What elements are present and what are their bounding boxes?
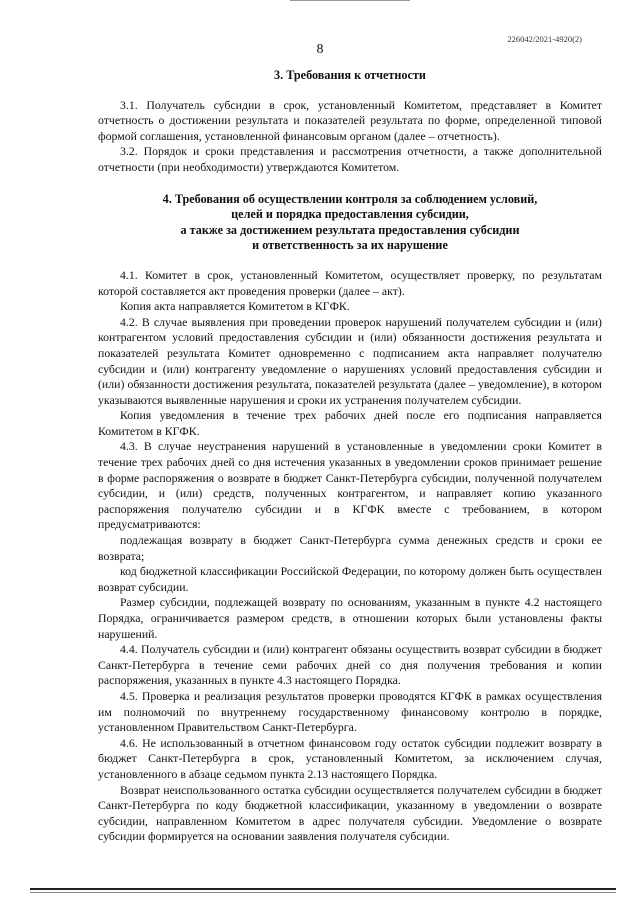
bottom-scan-edge <box>30 888 616 890</box>
paragraph-remaining-return: Возврат неиспользованного остатка субсидии осуществляется получателем субсидии в бюджет Санкт-Петербурга по коду бюджетной классификации, указанному в уведомлении о возврате субсидии, направленном Комитетом в адрес получателя субсидии. Уведомление о возврате субсидии формируется на основании заявления получателя субсидии. <box>98 782 602 844</box>
page-number: 8 <box>316 42 324 57</box>
paragraph-3-2: 3.2. Порядок и сроки представления и рассмотрения отчетности, а также дополнительной отчетности (при необходимости) утверждаются Комитетом. <box>98 144 602 174</box>
section-4-title-line: и ответственность за их нарушение <box>252 238 448 253</box>
paragraph-4-4: 4.4. Получатель субсидии и (или) контрагент обязаны осуществить возврат субсидии в бюджет Санкт-Петербурга в течение семи рабочих дней со дня получения требования и копии распоряжения, указанных в пункте 4.3 настоящего Порядка. <box>98 642 602 688</box>
paragraph-4-5: 4.5. Проверка и реализация результатов проверки проводятся КГФК в рамках осуществления им полномочий по внутреннему государственному финансовому контролю в порядке, установленном Правительством Санкт-Петербурга. <box>98 688 602 735</box>
section-3-title: 3. Требования к отчетности <box>274 68 426 82</box>
paragraph-4-2: 4.2. В случае выявления при проведении проверок нарушений получателем субсидии и (или) контрагентом условий предоставления субсидии и (или) обязанности достижения результата и показателей результата Комитет одновременно с подписанием акта направляет получателю субсидии и (или) контрагенту уведомление о нарушениях условий предоставления субсидии и (или) обязанности достижения результата, показателей результата (далее – уведомление), в котором указываются выявленные нарушения и сроки их устранения получателем субсидии. <box>98 314 602 407</box>
paragraph-act-copy: Копия акта направляется Комитетом в КГФК. <box>120 299 350 314</box>
paragraph-return-amount: подлежащая возврату в бюджет Санкт-Петербурга сумма денежных средств и сроки ее возврата; <box>98 533 602 563</box>
bottom-scan-edge-thin <box>30 892 616 893</box>
paragraph-3-1: 3.1. Получатель субсидии в срок, установленный Комитетом, представляет в Комитет отчетность о достижении результата и показателей результата по форме, определенной типовой формой соглашения, установленной финансовым органом (далее – отчетность). <box>98 97 602 143</box>
paragraph-4-1: 4.1. Комитет в срок, установленный Комитетом, осуществляет проверку, по результатам которой составляется акт проведения проверки (далее – акт). <box>98 267 602 298</box>
paragraph-subsidy-size: Размер субсидии, подлежащей возврату по основаниям, указанным в пункте 4.2 настоящего Порядка, ограничивается размером средств, в отношении которых были установлены факты нарушений. <box>98 595 602 641</box>
section-4-title <box>98 192 602 254</box>
paragraph-budget-code: код бюджетной классификации Российской Федерации, по которому должен быть осуществлен возврат субсидии. <box>98 564 602 594</box>
paragraph-4-6: 4.6. Не использованный в отчетном финансовом году остаток субсидии подлежит возврату в бюджет Санкт-Петербурга в срок, установленный Комитетом, за исключением случая, установленного в абзаце седьмом пункта 2.13 настоящего Порядка. <box>98 735 602 781</box>
section-4-title-line: а также за достижением результата предоставления субсидии <box>180 222 520 237</box>
paragraph-4-3: 4.3. В случае неустранения нарушений в установленные в уведомлении сроки Комитет в течение трех рабочих дней со дня истечения указанных в уведомлении сроков принимает решение в форме распоряжения о возврате в бюджет Санкт-Петербурга субсидии, полученной получателем субсидии, и (или) средств, полученных контрагентом, и направляет копию указанного распоряжения получателю субсидии и в КГФК вместе с требованием, в котором предусматриваются: <box>98 439 602 532</box>
paragraph-notice-copy: Копия уведомления в течение трех рабочих дней после его подписания направляется Комитетом в КГФК. <box>98 408 602 438</box>
document-body <box>98 68 602 845</box>
document-number: 226042/2021-4920(2) <box>507 34 582 44</box>
section-4-title-line: целей и порядка предоставления субсидии, <box>231 207 469 222</box>
section-4-title-line: 4. Требования об осуществлении контроля за соблюдением условий, <box>162 191 538 206</box>
top-scan-edge <box>0 0 640 2</box>
